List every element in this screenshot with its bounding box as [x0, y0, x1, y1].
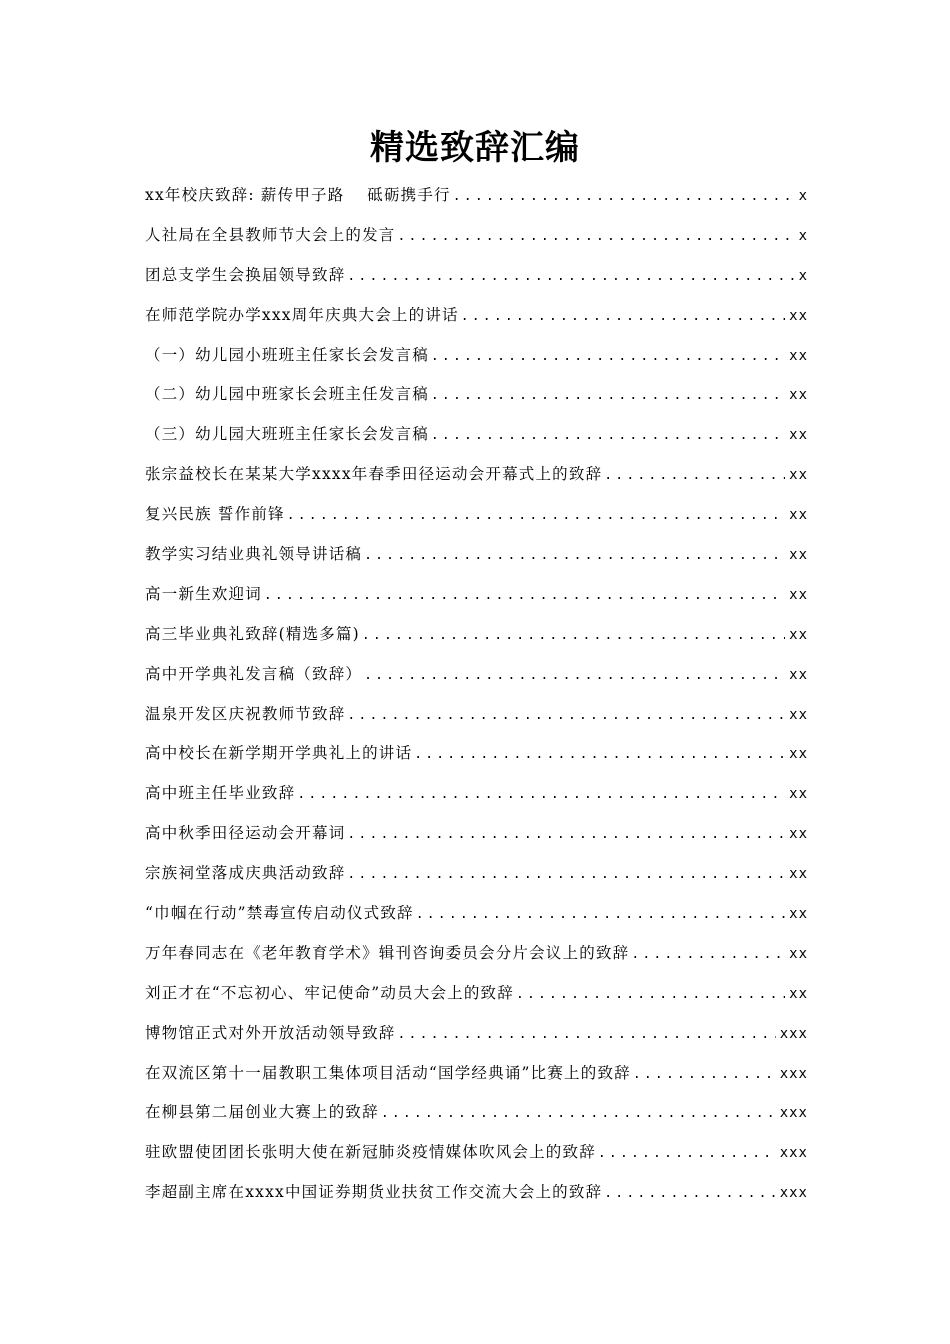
toc-page-number: x [798, 267, 808, 284]
toc-page-number: xxx [779, 1145, 808, 1162]
toc-dot-leader [431, 376, 785, 415]
toc-entry[interactable] [145, 934, 808, 974]
toc-page-number: xx [789, 746, 808, 763]
toc-page-number: xx [789, 626, 808, 643]
toc-page-number: xx [789, 586, 808, 603]
toc-entry[interactable] [145, 415, 808, 455]
toc-dot-leader [604, 1174, 775, 1213]
toc-entry[interactable] [145, 455, 808, 495]
toc-dot-leader [631, 935, 785, 974]
toc-page-number: xx [789, 666, 808, 683]
toc-entry[interactable] [145, 176, 808, 216]
toc-dot-leader [398, 1015, 776, 1054]
toc-entry-title: 在柳县第二届创业大赛上的致辞 [145, 1103, 379, 1122]
toc-entry-title: （二）幼儿园中班家长会班主任发言稿 [145, 385, 429, 404]
toc-entry-title: xx年校庆致辞: 薪传甲子路 砥砺携手行 [145, 186, 451, 204]
toc-entry[interactable] [145, 575, 808, 615]
toc-entry[interactable] [145, 695, 808, 735]
toc-entry[interactable] [145, 296, 808, 336]
toc-page-number: xxx [779, 1105, 808, 1122]
toc-entry[interactable] [145, 814, 808, 854]
toc-entry-title: 高中开学典礼发言稿（致辞） [145, 664, 363, 683]
toc-page-number: xxx [779, 1025, 808, 1042]
toc-entry[interactable] [145, 336, 808, 376]
toc-dot-leader [347, 257, 794, 296]
document-title: 精选致辞汇编 [370, 128, 580, 168]
toc-page-number: xx [789, 387, 808, 404]
toc-dot-leader [381, 1094, 776, 1133]
toc-dot-leader [287, 496, 785, 535]
toc-page-number: xx [789, 786, 808, 803]
toc-dot-leader [461, 297, 785, 336]
toc-entry[interactable] [145, 894, 808, 934]
toc-entry-title: 教学实习结业典礼领导讲话稿 [145, 545, 363, 564]
toc-entry[interactable] [145, 974, 808, 1014]
toc-entry-title: （一）幼儿园小班班主任家长会发言稿 [145, 345, 429, 364]
toc-page-number: xx [789, 467, 808, 484]
toc-page-number: x [798, 227, 808, 244]
toc-page-number: xx [789, 906, 808, 923]
toc-page-number: xx [789, 826, 808, 843]
toc-dot-leader [347, 855, 785, 894]
toc-page-number: xx [789, 547, 808, 564]
toc-entry[interactable] [145, 854, 808, 894]
toc-dot-leader [604, 456, 785, 495]
toc-page-number: xx [789, 347, 808, 364]
toc-entry[interactable] [145, 495, 808, 535]
toc-entry-title: 在师范学院办学xxx周年庆典大会上的讲话 [145, 305, 459, 324]
toc-entry[interactable] [145, 375, 808, 415]
toc-entry[interactable] [145, 1093, 808, 1133]
toc-entry-title: 宗族祠堂落成庆典活动致辞 [145, 864, 346, 883]
toc-dot-leader [414, 735, 785, 774]
toc-entry-title: 在双流区第十一届教职工集体项目活动“国学经典诵”比赛上的致辞 [145, 1063, 631, 1082]
table-of-contents [145, 176, 808, 1213]
toc-dot-leader [347, 815, 785, 854]
toc-page-number: x [798, 188, 808, 204]
toc-dot-leader [364, 536, 785, 575]
toc-entry-title: 李超副主席在xxxx中国证券期货业扶贫工作交流大会上的致辞 [145, 1183, 603, 1202]
toc-entry-title: 人社局在全县教师节大会上的发言 [145, 225, 396, 244]
toc-dot-leader [297, 775, 785, 814]
toc-entry-title: 高中校长在新学期开学典礼上的讲话 [145, 744, 413, 763]
toc-entry-title: 高中秋季田径运动会开幕词 [145, 824, 346, 843]
toc-page-number: xx [789, 507, 808, 524]
toc-entry[interactable] [145, 1173, 808, 1213]
toc-entry[interactable] [145, 1014, 808, 1054]
toc-entry-title: 高一新生欢迎词 [145, 584, 262, 603]
toc-entry-title: 刘正才在“不忘初心、牢记使命”动员大会上的致辞 [145, 983, 514, 1002]
toc-entry-title: 高三毕业典礼致辞(精选多篇) [145, 624, 360, 643]
toc-page-number: xx [789, 307, 808, 324]
toc-dot-leader [431, 416, 785, 455]
toc-entry[interactable] [145, 535, 808, 575]
toc-entry-title: “巾帼在行动”禁毒宣传启动仪式致辞 [145, 904, 414, 923]
toc-entry-title: 复兴民族 誓作前锋 [145, 505, 285, 524]
toc-entry[interactable] [145, 734, 808, 774]
toc-entry-title: 团总支学生会换届领导致辞 [145, 265, 346, 284]
toc-page-number: xx [789, 985, 808, 1002]
toc-entry-title: 博物馆正式对外开放活动领导致辞 [145, 1023, 396, 1042]
toc-dot-leader [416, 895, 785, 934]
toc-dot-leader [264, 576, 785, 615]
toc-entry[interactable] [145, 774, 808, 814]
toc-page-number: xxx [779, 1185, 808, 1202]
toc-entry-title: 温泉开发区庆祝教师节致辞 [145, 704, 346, 723]
toc-page-number: xx [789, 427, 808, 444]
toc-entry[interactable] [145, 1133, 808, 1173]
toc-page-number: xxx [779, 1065, 808, 1082]
toc-entry-title: 万年春同志在《老年教育学术》辑刊咨询委员会分片会议上的致辞 [145, 943, 630, 962]
toc-page-number: xx [789, 945, 808, 962]
toc-dot-leader [398, 217, 795, 256]
toc-dot-leader [598, 1134, 776, 1173]
toc-entry[interactable] [145, 615, 808, 655]
toc-entry[interactable] [145, 256, 808, 296]
toc-entry-title: 高中班主任毕业致辞 [145, 784, 296, 803]
toc-dot-leader [347, 696, 785, 735]
toc-dot-leader [364, 656, 785, 695]
toc-dot-leader [453, 177, 795, 216]
toc-dot-leader [362, 616, 785, 655]
toc-entry-title: 张宗益校长在某某大学xxxx年春季田径运动会开幕式上的致辞 [145, 465, 603, 484]
toc-dot-leader [516, 975, 785, 1014]
toc-entry-title: （三）幼儿园大班班主任家长会发言稿 [145, 425, 429, 444]
toc-dot-leader [431, 337, 785, 376]
toc-entry[interactable] [145, 655, 808, 695]
toc-dot-leader [633, 1055, 776, 1094]
toc-page-number: xx [789, 866, 808, 883]
toc-entry[interactable] [145, 216, 808, 256]
toc-entry-title: 驻欧盟使团团长张明大使在新冠肺炎疫情媒体吹风会上的致辞 [145, 1143, 596, 1162]
toc-entry[interactable] [145, 1054, 808, 1094]
toc-page-number: xx [789, 706, 808, 723]
